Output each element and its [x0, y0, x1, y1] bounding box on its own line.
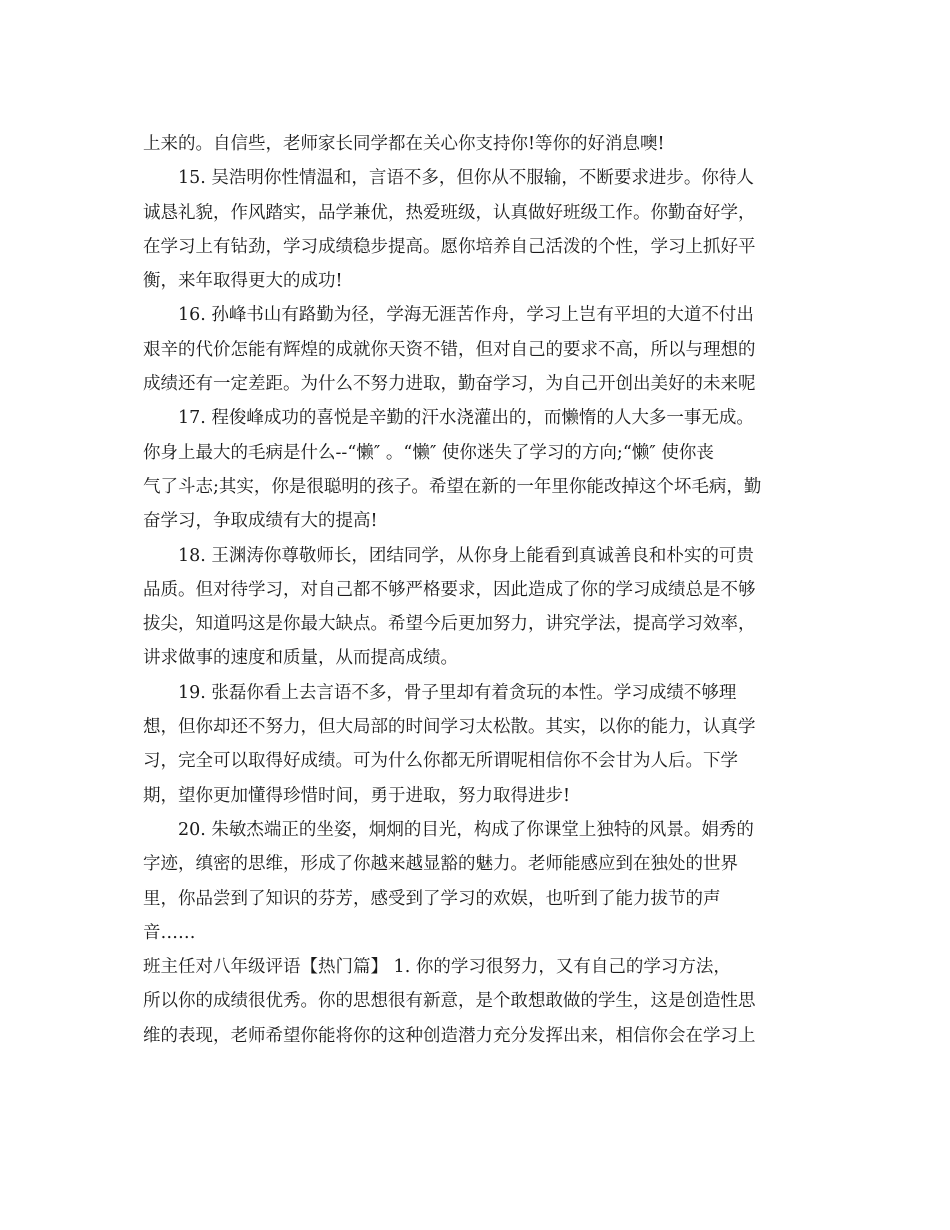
text-line: 所以你的成绩很优秀。你的思想很有新意，是个敢想敢做的学生，这是创造性思	[143, 991, 756, 1012]
text-line: 讲求做事的速度和质量，从而提高成绩。	[143, 648, 458, 669]
text-line: 品质。但对待学习，对自己都不够严格要求，因此造成了你的学习成绩总是不够	[143, 579, 756, 600]
text-line: 奋学习，争取成绩有大的提高!	[143, 511, 378, 532]
text-line: 想，但你却还不努力，但大局部的时间学习太松散。其实，以你的能力，认真学	[143, 717, 756, 738]
text-line: 衡，来年取得更大的成功!	[143, 271, 343, 292]
text-line: 上来的。自信些，老师家长同学都在关心你支持你!等你的好消息噢!	[143, 134, 665, 154]
text-line: 18. 王渊涛你尊敬师长，团结同学，从你身上能看到真诚善良和朴实的可贵	[178, 545, 754, 566]
text-line: 里，你品尝到了知识的芬芳，感受到了学习的欢娱，也听到了能力拔节的声	[143, 888, 721, 909]
text-line: 17. 程俊峰成功的喜悦是辛勤的汗水浇灌出的，而懒惰的人大多一事无成。	[178, 408, 754, 429]
text-line: 习，完全可以取得好成绩。可为什么你都无所谓呢相信你不会甘为人后。下学	[143, 751, 738, 772]
text-line: 19. 张磊你看上去言语不多，骨子里却有着贪玩的本性。学习成绩不够理	[178, 682, 737, 703]
text-line: 班主任对八年级评语【热门篇】 1. 你的学习很努力，又有自己的学习方法，	[143, 957, 731, 978]
text-line: 维的表现，老师希望你能将你的这种创造潜力充分发挥出来，相信你会在学习上	[143, 1025, 756, 1046]
text-line: 在学习上有钻劲，学习成绩稳步提高。愿你培养自己活泼的个性，学习上抓好平	[143, 236, 756, 257]
text-line: 15. 吴浩明你性情温和，言语不多，但你从不服输，不断要求进步。你待人	[178, 168, 754, 189]
text-line: 成绩还有一定差距。为什么不努力进取，勤奋学习，为自己开创出美好的未来呢	[143, 374, 756, 395]
text-line: 20. 朱敏杰端正的坐姿，炯炯的目光，构成了你课堂上独特的风景。娟秀的	[178, 819, 754, 840]
text-line: 字迹，缜密的思维，形成了你越来越显豁的魅力。老师能感应到在独处的世界	[143, 854, 738, 875]
text-line: 拔尖，知道吗这是你最大缺点。希望今后更加努力，讲究学法，提高学习效率，	[143, 614, 756, 635]
document-body	[143, 127, 813, 1053]
text-line: 气了斗志;其实，你是很聪明的孩子。希望在新的一年里你能改掉这个坏毛病，勤	[143, 476, 762, 497]
text-line: 音……	[143, 922, 196, 943]
text-line: 艰辛的代价怎能有辉煌的成就你天资不错，但对自己的要求不高，所以与理想的	[143, 339, 756, 360]
text-line: 诚恳礼貌，作风踏实，品学兼优，热爱班级，认真做好班级工作。你勤奋好学，	[143, 202, 756, 223]
text-line: 期，望你更加懂得珍惜时间，勇于进取，努力取得进步!	[143, 785, 571, 806]
text-line: 你身上最大的毛病是什么--“懒″ 。“懒″ 使你迷失了学习的方向;“懒″ 使你丧	[143, 442, 714, 463]
text-line: 16. 孙峰书山有路勤为径，学海无涯苦作舟，学习上岂有平坦的大道不付出	[178, 305, 754, 326]
